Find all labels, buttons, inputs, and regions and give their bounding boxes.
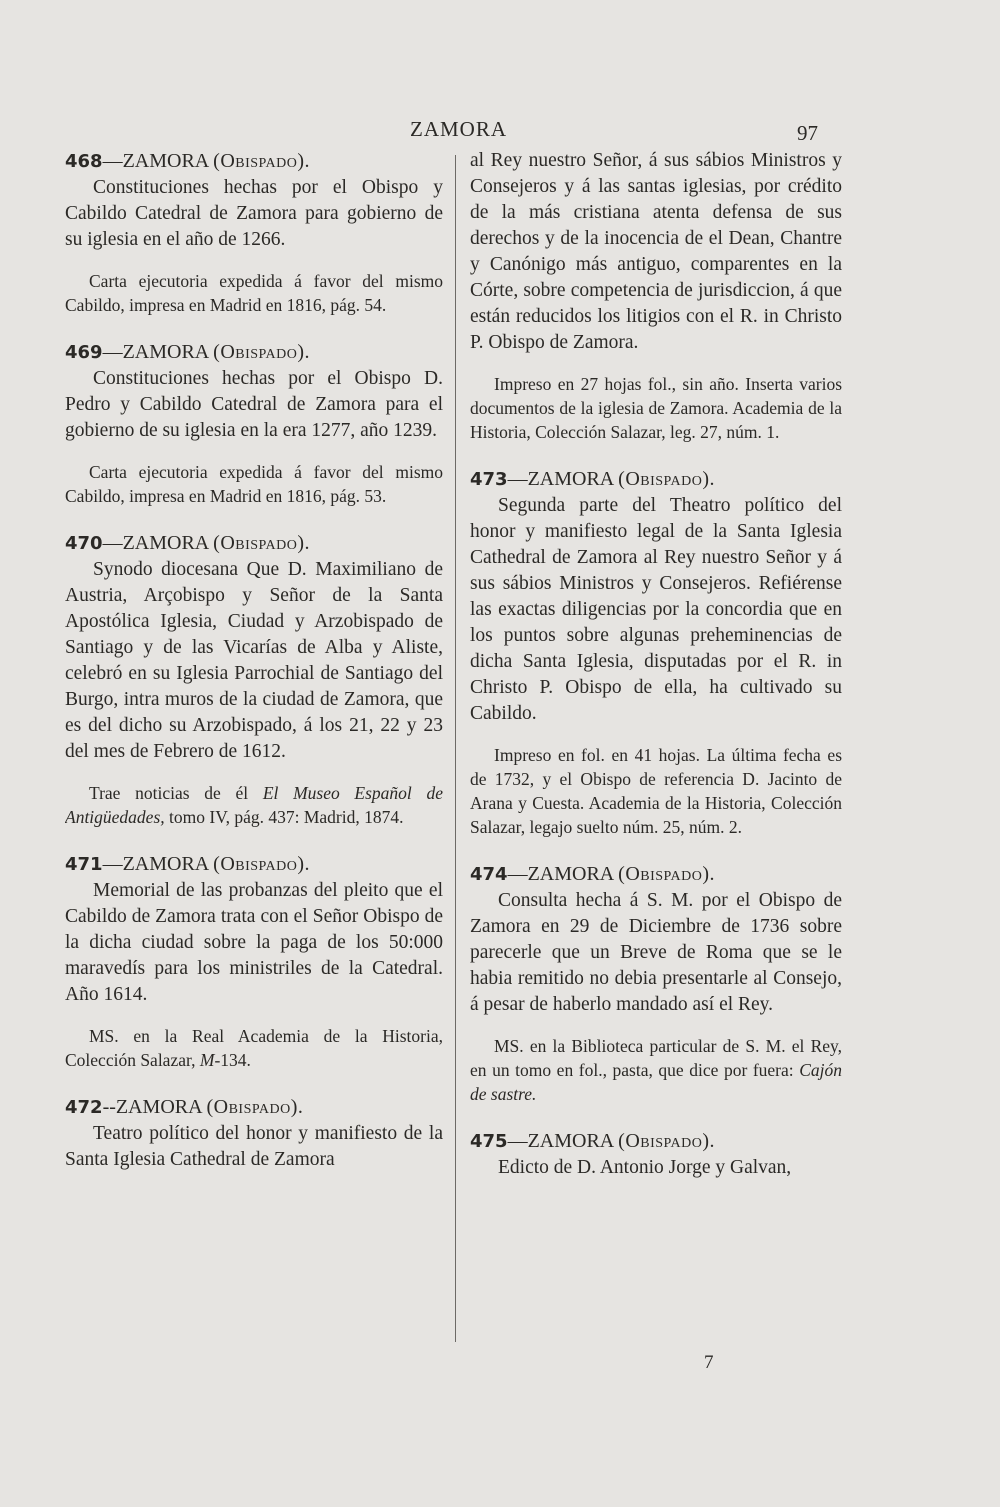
entry-474	[470, 861, 842, 1106]
entry-469	[65, 339, 443, 508]
entry-472	[65, 1094, 443, 1173]
note-italic-title: M	[199, 1050, 215, 1070]
entry-body-continuation: al Rey nuestro Señor, á sus sábios Ministros y Consejeros y á las santas iglesias, por crédito de la más cristiana atenta defensa de sus derechos y de la inocencia de el Dean, Chantre y Canónigo más antiguo, comparentes en la Córte, sobre competencia de jurisdiccion, á que están reducidos los litigios con el R. in Christo P. Obispo de Zamora.	[470, 150, 842, 353]
page-number: 97	[797, 121, 818, 145]
entry-subtitle: (Obispado).	[213, 341, 311, 363]
right-column	[470, 148, 842, 1343]
entry-468	[65, 148, 443, 317]
entry-title: —ZAMORA	[102, 853, 209, 875]
entry-note	[65, 781, 443, 829]
entry-note: Carta ejecutoria expedida á favor del mismo Cabildo, impresa en Madrid en 1816, pág. 54.	[65, 271, 443, 315]
note-text: Trae noticias de él	[89, 783, 263, 803]
column-divider	[455, 155, 456, 1342]
entry-body: Constituciones hechas por el Obispo y Cabildo Catedral de Zamora para gobierno de su iglesia en el año de 1266.	[65, 177, 443, 250]
entry-subtitle: (Obispado).	[213, 532, 311, 554]
running-head-title: ZAMORA	[410, 117, 508, 141]
entry-subtitle: (Obispado).	[618, 468, 716, 490]
entry-body: Consulta hecha á S. M. por el Obispo de Zamora en 29 de Diciembre de 1736 sobre parecerle que un Breve de Roma que se le habia remitido no debia presentarle al Consejo, á pesar de haberlo mandado así el Rey.	[470, 890, 842, 1015]
entry-number: 469	[65, 342, 103, 363]
note-text: tomo IV, pág. 437: Madrid, 1874.	[164, 807, 404, 827]
entry-heading	[65, 1094, 443, 1121]
entry-heading	[65, 530, 443, 557]
entry-number: 474	[470, 864, 508, 885]
signature-mark: 7	[704, 1352, 714, 1373]
entry-title: —ZAMORA	[102, 532, 209, 554]
entry-body: Constituciones hechas por el Obispo D. Pedro y Cabildo Catedral de Zamora para el gobierno de su iglesia en la era 1277, año 1239.	[65, 368, 443, 441]
note-text: -134.	[214, 1050, 251, 1070]
entry-heading	[470, 861, 842, 888]
entry-number: 473	[470, 469, 508, 490]
entry-note	[65, 1024, 443, 1072]
entry-title: --ZAMORA	[102, 1096, 202, 1118]
entry-body: Segunda parte del Theatro político del honor y manifiesto legal de la Santa Iglesia Cathedral de Zamora al Rey nuestro Señor y á sus sábios Ministros y Consejeros. Refiérense las exactas diligencias por la concordia que en los puntos sobre algunas preheminencias de dicha Santa Iglesia, disputadas por el R. in Christo P. Obispo de ella, ha cultivado su Cabildo.	[470, 495, 842, 724]
entry-title: —ZAMORA	[507, 1130, 614, 1152]
entry-number: 471	[65, 854, 103, 875]
entry-title: —ZAMORA	[102, 150, 209, 172]
entry-heading	[65, 851, 443, 878]
entry-475	[470, 1128, 842, 1181]
entry-subtitle: (Obispado).	[206, 1096, 304, 1118]
entry-note: Impreso en fol. en 41 hojas. La última fecha es de 1732, y el Obispo de referencia D. Jacinto de Arana y Cuesta. Academia de la Historia, Colección Salazar, legajo suelto núm. 25, núm. 2.	[470, 745, 842, 837]
entry-473	[470, 466, 842, 839]
note-italic-title: Cajón de sastre.	[470, 1060, 842, 1104]
entry-body: Teatro político del honor y manifiesto de la Santa Iglesia Cathedral de Zamora	[65, 1123, 443, 1170]
entry-body: Edicto de D. Antonio Jorge y Galvan,	[498, 1157, 792, 1178]
entry-note: Impreso en 27 hojas fol., sin año. Inserta varios documentos de la iglesia de Zamora. Academia de la Historia, Colección Salazar, leg. 27, núm. 1.	[470, 374, 842, 442]
entry-472-continued	[470, 148, 842, 444]
note-italic-title: El Museo Español de Antigüedades,	[65, 783, 443, 827]
entry-title: —ZAMORA	[102, 341, 209, 363]
entry-subtitle: (Obispado).	[618, 863, 716, 885]
running-head	[0, 115, 1000, 145]
entry-subtitle: (Obispado).	[213, 150, 311, 172]
entry-body: Memorial de las probanzas del pleito que el Cabildo de Zamora trata con el Señor Obispo de la dicha ciudad sobre la paga de los 50:000 maravedís para los ministriles de la Catedral. Año 1614.	[65, 880, 443, 1005]
entry-heading	[470, 466, 842, 493]
entry-number: 472	[65, 1097, 103, 1118]
entry-subtitle: (Obispado).	[618, 1130, 716, 1152]
entry-title: —ZAMORA	[507, 863, 614, 885]
note-text: MS. en la Biblioteca particular de S. M. el Rey, en un tomo en fol., pasta, que dice por fuera:	[470, 1036, 842, 1080]
entry-note: Carta ejecutoria expedida á favor del mismo Cabildo, impresa en Madrid en 1816, pág. 53.	[65, 462, 443, 506]
entry-heading	[65, 339, 443, 366]
entry-470	[65, 530, 443, 829]
entry-body: Synodo diocesana Que D. Maximiliano de Austria, Arçobispo y Señor de la Santa Apostólica Iglesia, Ciudad y Arzobispado de Santiago y de las Vicarías de Alba y Aliste, celebró en su Iglesia Parrochial de Santiago del Burgo, intra muros de la ciudad de Zamora, que es del dicho su Arzobispado, á los 21, 22 y 23 del mes de Febrero de 1612.	[65, 559, 443, 762]
entry-title: —ZAMORA	[507, 468, 614, 490]
left-column	[65, 148, 443, 1343]
entry-471	[65, 851, 443, 1072]
entry-number: 468	[65, 151, 103, 172]
entry-heading	[470, 1128, 842, 1155]
note-text: MS. en la Real Academia de la Historia, Colección Salazar,	[65, 1026, 443, 1070]
entry-number: 475	[470, 1131, 508, 1152]
entry-heading	[65, 148, 443, 175]
entry-number: 470	[65, 533, 103, 554]
entry-note	[470, 1034, 842, 1106]
entry-subtitle: (Obispado).	[213, 853, 311, 875]
